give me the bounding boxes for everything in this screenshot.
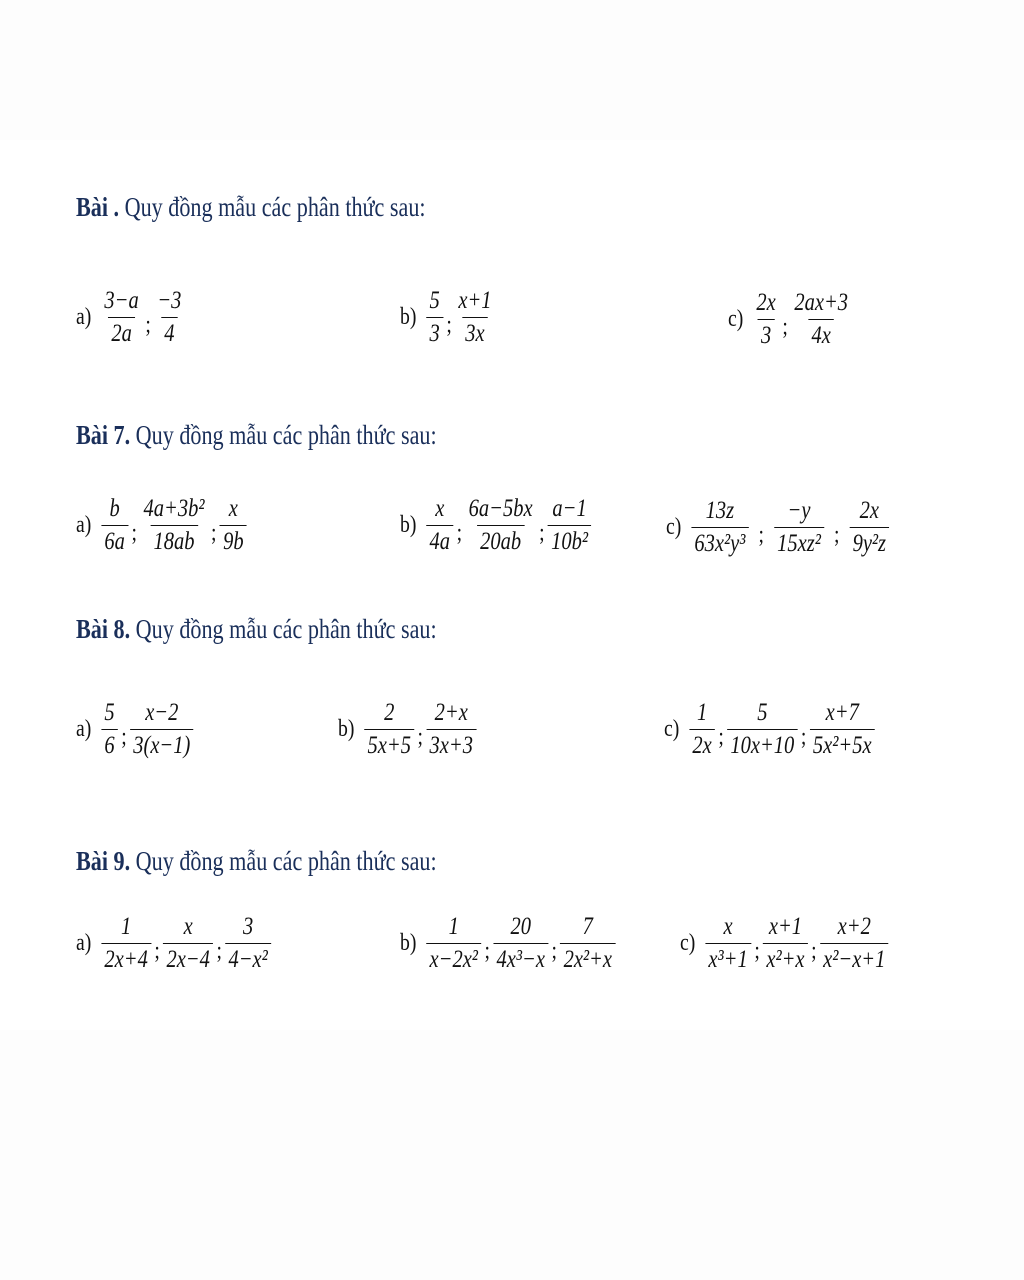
exercise-number: Bài . xyxy=(76,192,120,222)
exercise-number: Bài 8. xyxy=(76,614,131,644)
exercise-heading xyxy=(76,846,437,877)
fraction: $\frac{x+2}{\text{x²−x+1}}$ xyxy=(820,914,889,974)
fraction: $\frac{20}{\text{4x³−x}}$ xyxy=(493,914,548,974)
fraction: $\frac{5}{6}$ xyxy=(101,700,118,760)
item-c: c) $\frac{2x}{3}$ ; $\frac{2ax+3}{4x}$ xyxy=(728,290,853,350)
fraction: $\frac{x}{\text{x³+1}}$ xyxy=(705,914,751,974)
item-label: b) xyxy=(400,930,417,957)
item-label: b) xyxy=(400,304,417,331)
fraction: $\frac{2x}{\text{9y²z}}$ xyxy=(849,498,889,558)
item-c: c) $\frac{x}{\text{x³+1}}$ ; $\frac{x+1}{\text{x²+x}}$ ; $\frac{x+2}{\text{x²−x+1}}$ xyxy=(680,914,890,974)
exercise-instruction: Quy đồng mẫu các phân thức sau: xyxy=(135,614,437,644)
fraction: $\frac{1}{2x+4}$ xyxy=(101,914,151,974)
fraction: $\frac{2ax+3}{4x}$ xyxy=(794,289,849,350)
item-label: c) xyxy=(664,716,680,743)
item-label: a) xyxy=(76,304,92,331)
fraction: $\frac{3-a}{2a}$ xyxy=(104,287,139,348)
fraction: $\frac{2+x}{3x+3}$ xyxy=(426,700,476,760)
exercise-instruction: Quy đồng mẫu các phân thức sau: xyxy=(135,846,437,876)
fraction: $\frac{1}{\text{x−2x²}}$ xyxy=(426,914,481,974)
exercise-number: Bài 7. xyxy=(76,420,131,450)
exercise-heading xyxy=(76,420,437,451)
exercise-instruction: Quy đồng mẫu các phân thức sau: xyxy=(124,192,426,222)
item-a: a) $\frac{5}{6}$ ; $\frac{x-2}{3(x-1)}$ xyxy=(76,700,195,760)
fraction: $\frac{-3}{4}$ xyxy=(157,287,182,348)
fraction: $\frac{x+1}{3x}$ xyxy=(458,287,492,348)
item-b: b) $\frac{1}{\text{x−2x²}}$ ; $\frac{20}{\text{4x³−x}}$ ; $\frac{7}{\text{2x²+x}}$ xyxy=(400,914,617,974)
item-c: c) $\frac{1}{2x}$ ; $\frac{5}{10x+10}$ ; $\frac{x+7}{\text{5x²+5x}}$ xyxy=(664,700,876,760)
exercise-number: Bài 9. xyxy=(76,846,131,876)
item-label: b) xyxy=(400,512,417,539)
item-label: a) xyxy=(76,716,92,743)
item-label: a) xyxy=(76,930,92,957)
fraction: $\frac{x+1}{\text{x²+x}}$ xyxy=(763,914,808,974)
item-b: b) $\frac{2}{5x+5}$ ; $\frac{2+x}{3x+3}$ xyxy=(338,700,478,760)
fraction: $\frac{7}{\text{2x²+x}}$ xyxy=(560,914,615,974)
fraction: $\frac{5}{3}$ xyxy=(426,288,443,348)
item-a: a) $\frac{1}{2x+4}$ ; $\frac{x}{2x-4}$ ; $\frac{3}{\text{4−x²}}$ xyxy=(76,914,273,974)
fraction: $\frac{3}{\text{4−x²}}$ xyxy=(225,914,271,974)
fraction: $\frac{\text{4a+3b²}}{18ab}$ xyxy=(143,495,205,556)
fraction: $\frac{2}{5x+5}$ xyxy=(364,700,414,760)
fraction: $\frac{2x}{3}$ xyxy=(756,289,776,350)
fraction: $\frac{6a-5bx}{20ab}$ xyxy=(468,495,533,556)
item-label: c) xyxy=(680,930,696,957)
item-label: c) xyxy=(728,306,744,333)
item-b: b) $\frac{x}{4a}$ ; $\frac{6a-5bx}{20ab}$ ; $\frac{a-1}{\text{10b²}}$ xyxy=(400,496,593,556)
fraction: $\frac{b}{6a}$ xyxy=(101,496,128,556)
item-label: c) xyxy=(666,514,682,541)
fraction: $\frac{a-1}{\text{10b²}}$ xyxy=(548,496,591,556)
fraction: $\frac{13z}{\text{63x²y³}}$ xyxy=(691,498,749,558)
fraction: $\frac{1}{2x}$ xyxy=(689,700,715,760)
fraction: $\frac{x}{9b}$ xyxy=(220,496,247,556)
exercise-heading xyxy=(76,192,426,223)
item-b: b) $\frac{5}{3}$ ; $\frac{x+1}{3x}$ xyxy=(400,288,496,348)
worksheet-page xyxy=(0,140,1024,1030)
item-c: c) $\frac{13z}{\text{63x²y³}}$ ; $\frac{-y}{\text{15xz²}}$ ; $\frac{2x}{\text{9y²z}}$ xyxy=(666,498,891,558)
fraction: $\frac{x+7}{\text{5x²+5x}}$ xyxy=(810,700,875,760)
item-a: a) $\frac{3-a}{2a}$ ; $\frac{-3}{4}$ xyxy=(76,288,186,348)
fraction: $\frac{x}{4a}$ xyxy=(426,496,453,556)
fraction: $\frac{-y}{\text{15xz²}}$ xyxy=(774,498,824,558)
item-a: a) $\frac{b}{6a}$ ; $\frac{\text{4a+3b²}}{18ab}$ ; $\frac{x}{9b}$ xyxy=(76,496,249,556)
item-label: b) xyxy=(338,716,355,743)
item-label: a) xyxy=(76,512,92,539)
fraction: $\frac{5}{10x+10}$ xyxy=(727,700,797,760)
exercise-heading xyxy=(76,614,437,645)
exercise-instruction: Quy đồng mẫu các phân thức sau: xyxy=(135,420,437,450)
fraction: $\frac{x}{2x-4}$ xyxy=(163,914,213,974)
fraction: $\frac{x-2}{3(x-1)}$ xyxy=(130,700,194,760)
